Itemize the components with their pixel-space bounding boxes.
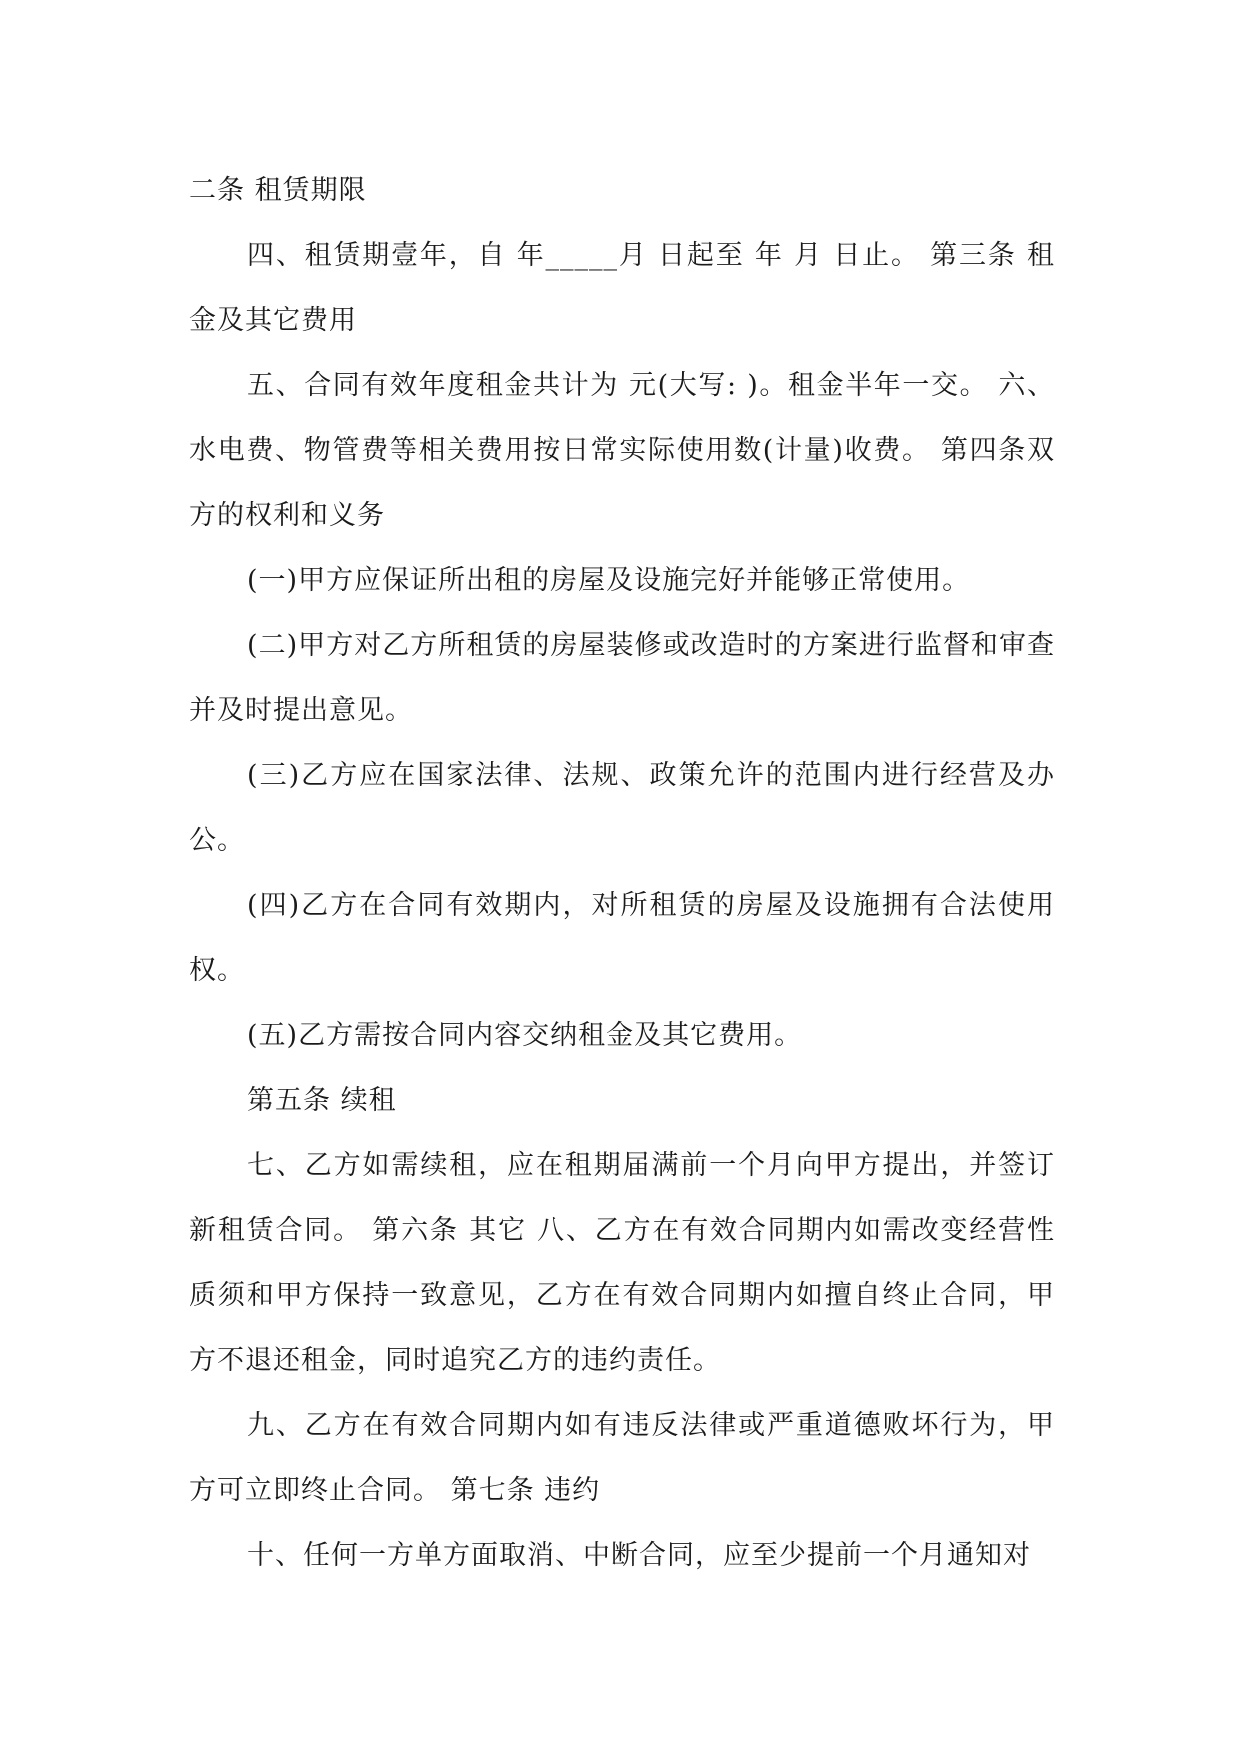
paragraph-duty-3: (三)乙方应在国家法律、法规、政策允许的范围内进行经营及办公。 <box>189 760 1055 856</box>
paragraph-lease-period: 四、租赁期壹年，自 年_____月 日起至 年 月 日止。 第三条 租金及其它费用 <box>189 240 1055 336</box>
paragraph-termination: 九、乙方在有效合同期内如有违反法律或严重道德败坏行为，甲方可立即终止合同。 第七条 违约 <box>189 1410 1055 1506</box>
paragraph-breach: 十、任何一方单方面取消、中断合同，应至少提前一个月通知对 <box>247 1540 1031 1571</box>
document-body <box>189 158 1055 1588</box>
paragraph-lease-term-heading: 二条 租赁期限 <box>189 175 367 206</box>
paragraph-duty-2: (二)甲方对乙方所租赁的房屋装修或改造时的方案进行监督和审查并及时提出意见。 <box>189 630 1055 726</box>
paragraph-renewal-heading: 第五条 续租 <box>247 1085 397 1116</box>
paragraph-rent-and-fees: 五、合同有效年度租金共计为 元(大写: )。租金半年一交。 六、水电费、物管费等相关费用按日常实际使用数(计量)收费。 第四条双方的权利和义务 <box>189 370 1055 531</box>
paragraph-duty-4: (四)乙方在合同有效期内，对所租赁的房屋及设施拥有合法使用权。 <box>189 890 1055 986</box>
paragraph-renewal-and-other: 七、乙方如需续租，应在租期届满前一个月向甲方提出，并签订新租赁合同。 第六条 其它 八、乙方在有效合同期内如需改变经营性质须和甲方保持一致意见，乙方在有效合同期内如擅自终止合同，甲方不退还租金，同时追究乙方的违约责任。 <box>189 1150 1055 1376</box>
paragraph-duty-1: (一)甲方应保证所出租的房屋及设施完好并能够正常使用。 <box>247 565 971 596</box>
paragraph-duty-5: (五)乙方需按合同内容交纳租金及其它费用。 <box>247 1020 803 1051</box>
